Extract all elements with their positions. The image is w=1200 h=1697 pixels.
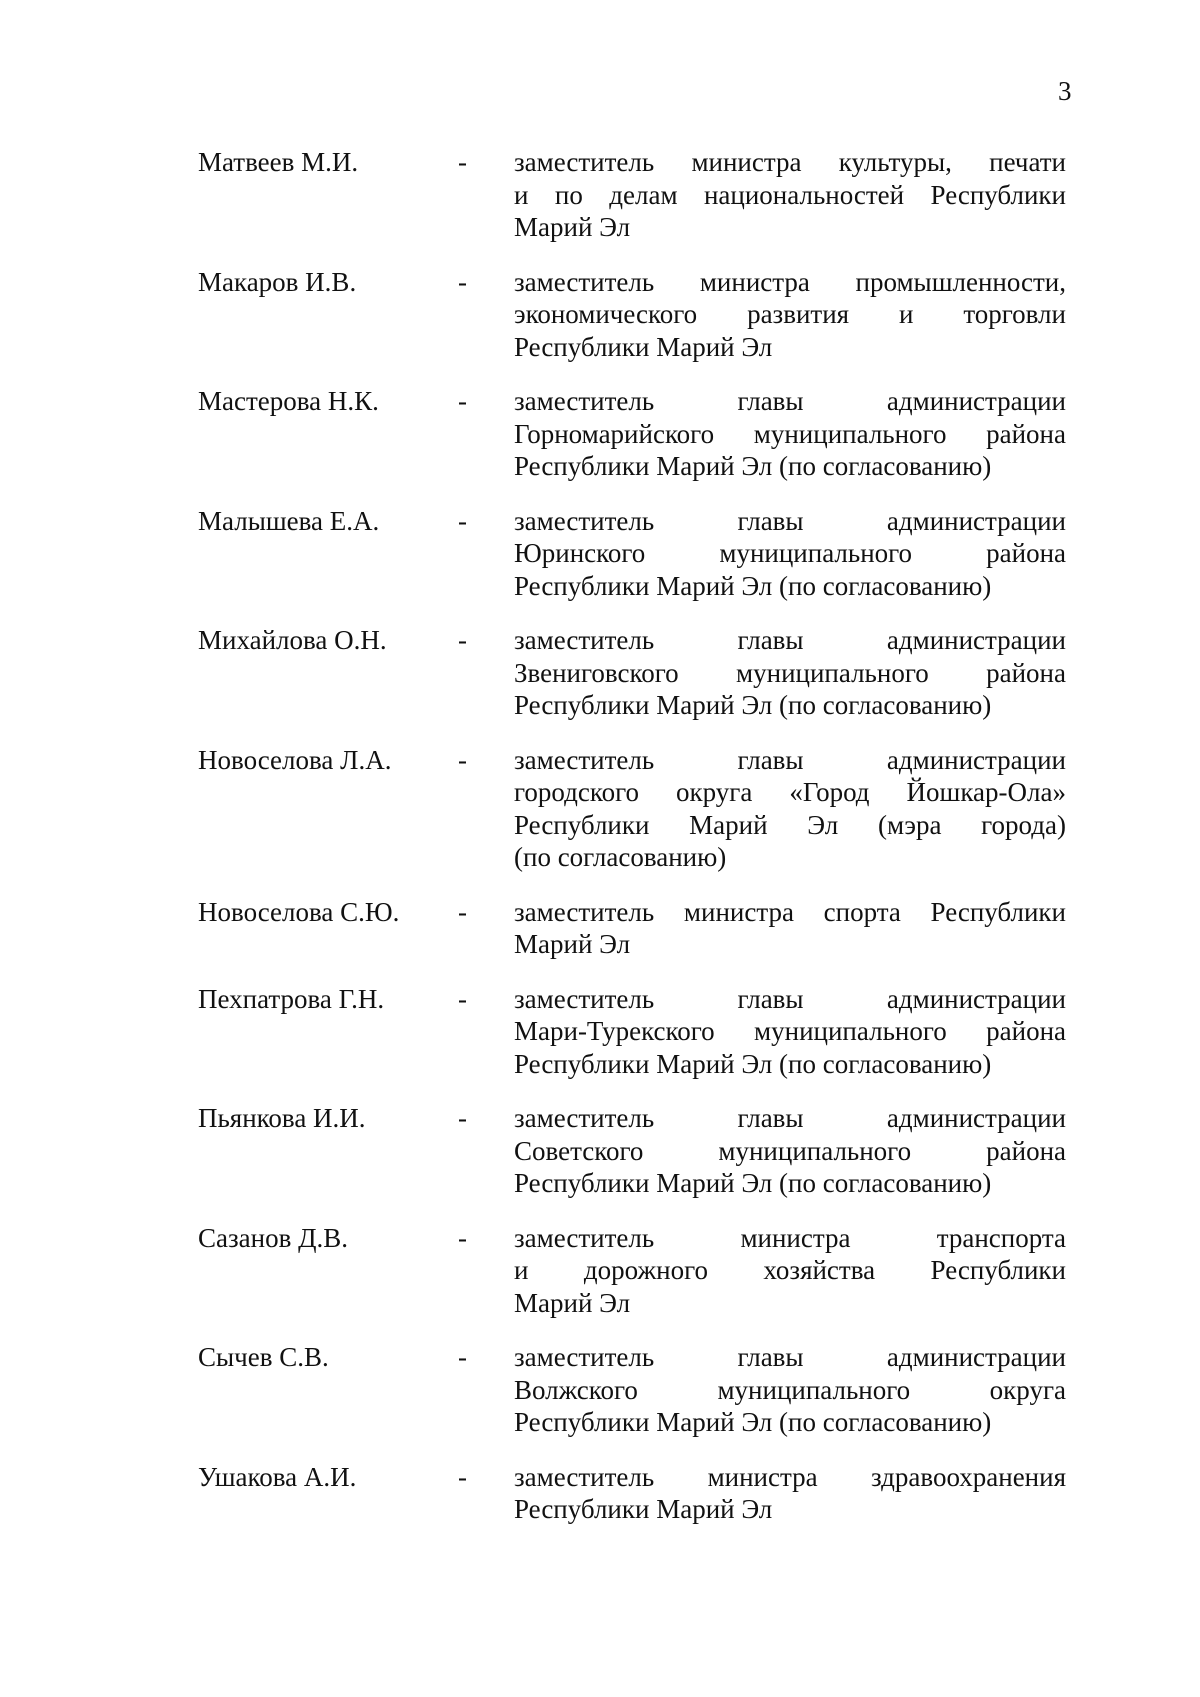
member-dash: - <box>458 1461 467 1492</box>
member-name: Малышева Е.А. <box>198 505 380 536</box>
position-line: заместитель главы администрации <box>514 983 1066 1014</box>
member-dash: - <box>458 625 467 655</box>
member-row <box>198 896 1066 961</box>
member-row <box>198 505 1066 603</box>
member-row <box>198 624 1066 722</box>
position-line: заместитель главы администрации <box>514 625 1066 655</box>
position-line: и дорожного хозяйства Республики <box>514 1255 1066 1285</box>
position-line: Республики Марий Эл (по согласованию) <box>514 570 992 601</box>
member-name: Пехпатрова Г.Н. <box>198 983 385 1014</box>
position-line: Волжского муниципального округа <box>514 1374 1066 1405</box>
member-name: Михайлова О.Н. <box>198 625 387 655</box>
position-line: Мари-Турекского муниципального района <box>514 1016 1066 1046</box>
position-line: Республики Марий Эл <box>514 1494 773 1524</box>
member-dash: - <box>458 1222 467 1253</box>
member-row <box>198 146 1066 244</box>
member-position <box>514 505 1066 603</box>
member-dash: - <box>458 896 467 927</box>
member-position <box>514 1222 1066 1320</box>
member-name: Новоселова Л.А. <box>198 744 392 775</box>
member-dash: - <box>458 386 467 416</box>
position-line: Звениговского муниципального района <box>514 657 1066 688</box>
position-line: заместитель главы администрации <box>514 386 1066 416</box>
member-row <box>198 1461 1066 1526</box>
position-line: заместитель министра промышленности, <box>514 266 1066 297</box>
position-line: Марий Эл <box>514 929 631 959</box>
member-position <box>514 896 1066 961</box>
position-line: Юринского муниципального района <box>514 538 1066 568</box>
member-name: Макаров И.В. <box>198 266 357 297</box>
position-line: Республики Марий Эл (по согласованию) <box>514 451 992 481</box>
member-name: Матвеев М.И. <box>198 147 359 177</box>
position-line: заместитель министра здравоохранения <box>514 1461 1066 1492</box>
member-dash: - <box>458 147 467 177</box>
member-position <box>514 385 1066 483</box>
position-line: заместитель министра транспорта <box>514 1222 1066 1253</box>
member-row <box>198 1102 1066 1200</box>
position-line: заместитель главы администрации <box>514 744 1066 775</box>
member-position <box>514 624 1066 722</box>
position-line: Марий Эл <box>514 212 631 242</box>
position-line: экономического развития и торговли <box>514 299 1066 329</box>
member-dash: - <box>458 1103 467 1133</box>
position-line: заместитель министра культуры, печати <box>514 147 1066 177</box>
position-line: заместитель главы администрации <box>514 1342 1066 1372</box>
member-dash: - <box>458 266 467 297</box>
member-row <box>198 1222 1066 1320</box>
member-row <box>198 266 1066 364</box>
member-position <box>514 983 1066 1081</box>
position-line: заместитель главы администрации <box>514 505 1066 536</box>
member-position <box>514 1341 1066 1439</box>
member-row <box>198 983 1066 1081</box>
position-line: заместитель главы администрации <box>514 1103 1066 1133</box>
position-line: заместитель министра спорта Республики <box>514 896 1066 927</box>
member-name: Сазанов Д.В. <box>198 1222 349 1253</box>
position-line: Республики Марий Эл (по согласованию) <box>514 1407 992 1437</box>
member-row <box>198 385 1066 483</box>
member-position <box>514 1102 1066 1200</box>
member-row <box>198 744 1066 874</box>
member-row <box>198 1341 1066 1439</box>
member-name: Мастерова Н.К. <box>198 386 379 416</box>
member-name: Ушакова А.И. <box>198 1461 357 1492</box>
position-line: городского округа «Город Йошкар-Ола» <box>514 777 1066 807</box>
position-line: Советского муниципального района <box>514 1135 1066 1166</box>
members-list <box>198 146 1066 1548</box>
member-position <box>514 146 1066 244</box>
member-dash: - <box>458 744 467 775</box>
member-position <box>514 266 1066 364</box>
page-number: 3 <box>1058 76 1072 106</box>
member-dash: - <box>458 983 467 1014</box>
position-line: Марий Эл <box>514 1287 631 1318</box>
position-line: Республики Марий Эл (мэра города) <box>514 809 1066 840</box>
position-line: Республики Марий Эл (по согласованию) <box>514 1048 992 1079</box>
position-line: Республики Марий Эл <box>514 331 773 362</box>
member-name: Пьянкова И.И. <box>198 1103 366 1133</box>
member-position <box>514 1461 1066 1526</box>
member-name: Сычев С.В. <box>198 1342 329 1372</box>
position-line: (по согласованию) <box>514 842 727 872</box>
member-dash: - <box>458 505 467 536</box>
member-position <box>514 744 1066 874</box>
position-line: Горномарийского муниципального района <box>514 418 1066 449</box>
member-name: Новоселова С.Ю. <box>198 896 400 927</box>
position-line: Республики Марий Эл (по согласованию) <box>514 690 992 720</box>
position-line: и по делам национальностей Республики <box>514 179 1066 210</box>
position-line: Республики Марий Эл (по согласованию) <box>514 1168 992 1198</box>
member-dash: - <box>458 1342 467 1372</box>
